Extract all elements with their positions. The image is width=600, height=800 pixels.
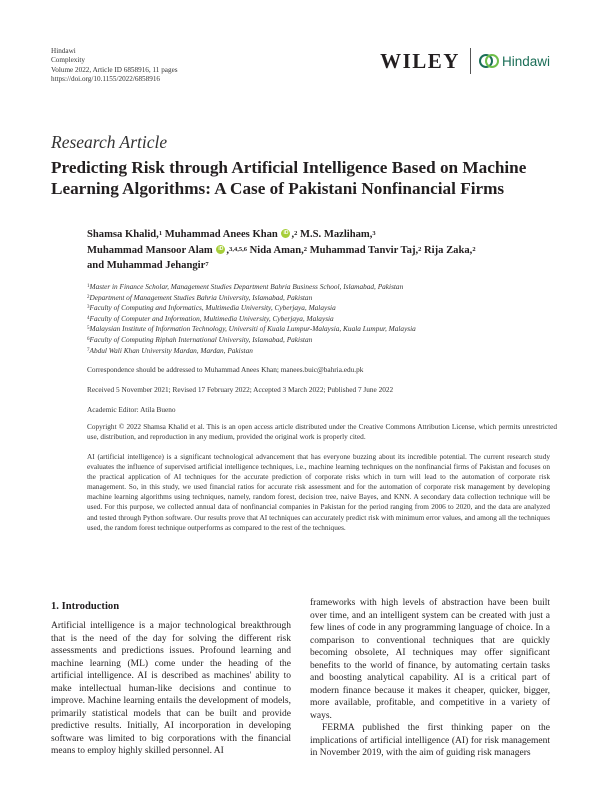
affiliation: $^4$Faculty of Computer and Information, Multimedia University, Cyberjaya, Malaysia xyxy=(87,313,334,323)
author-list: Shamsa Khalid,$^1$ Muhammad Anees Khan iD ,$^2$ M.S. Mazliham,$^3$ Muhammad Mansoor Alam iD ,$^{3,4,5,6}$ Nida Aman,$^2$ Muhammad Tanvir Taj,$^2$ Rija Zaka,$^2$ and Muhammad Jehangir$^7$ xyxy=(87,229,476,271)
author: Muhammad Anees Khan xyxy=(164,229,278,240)
affiliation: $^5$Malaysian Institute of Information Technology, Universiti of Kuala Lumpur-Malaysia, Kuala Lumpur, Malaysia xyxy=(87,324,416,334)
hindawi-wordmark: Hindawi xyxy=(501,53,550,69)
academic-editor: Academic Editor: Atila Bueno xyxy=(87,405,176,414)
section-heading: 1. Introduction xyxy=(51,601,120,612)
paragraph: FERMA published the first thinking paper on the implications of artificial intelligence (AI) for risk management in November 2019, with the aim of guiding risk managers xyxy=(310,723,550,758)
body-column-left xyxy=(51,620,291,758)
journal-publisher: Hindawi xyxy=(51,47,76,55)
author: Muhammad Tanvir Taj, xyxy=(309,244,419,256)
affiliation: $^2$Department of Management Studies Bahria University, Islamabad, Pakistan xyxy=(87,292,313,302)
journal-doi[interactable]: https://doi.org/10.1155/2022/6858916 xyxy=(51,74,161,83)
logo-divider xyxy=(470,48,471,74)
journal-info xyxy=(51,47,178,84)
publication-dates: Received 5 November 2021; Revised 17 February 2022; Accepted 3 March 2022; Published 7 June 2022 xyxy=(87,385,394,394)
hindawi-logo xyxy=(479,53,550,69)
author: M.S. Mazliham, xyxy=(300,229,373,240)
journal-name: Complexity xyxy=(51,56,85,65)
body-column-right xyxy=(310,597,550,760)
affiliation: $^6$Faculty of Computing Riphah International University, Islamabad, Pakistan xyxy=(87,334,313,344)
hindawi-emblem-icon xyxy=(479,53,499,69)
affiliation: $^3$Faculty of Computing and Informatics, Multimedia University, Cyberjaya, Malaysia xyxy=(87,303,336,313)
wiley-logo: WILEY xyxy=(380,48,460,73)
orcid-icon[interactable]: iD xyxy=(283,230,289,237)
affiliation: $^1$Master in Finance Scholar, Management Studies Department Bahria Business School, Islamabad, Pakistan xyxy=(87,282,404,291)
author: Rija Zaka, xyxy=(424,244,473,256)
paragraph: Artificial intelligence is a major technological breakthrough that is the need of the day for solving the different risk assessments and predictions issues. Profound learning and machine learning (ML) come under the heading of the artificial intelligence. AI is described as machines' ability to make intellectual human-like decisions and continue to improve. Machine learning entails the development of models, primarily statistical models that can be built and provide predictive results. Initially, AI incorporation in developing software was limited to big corporations with the financial means to employ highly skilled personnel. AI xyxy=(51,621,291,756)
journal-volume: Volume 2022, Article ID 6858916, 11 pages xyxy=(51,65,178,74)
correspondence: Correspondence should be addressed to Muhammad Anees Khan; manees.buic@bahria.edu.pk xyxy=(87,365,364,374)
author: Nida Aman, xyxy=(249,244,304,256)
abstract: AI (artificial intelligence) is a significant technological advancement that has everyone buzzing about its incredible potential. The current research study evaluates the influence of supervised artificial intelligence techniques, i.e., machine learning techniques on the nonfinancial firms of Pakistan and focuses on the practical application of AI techniques for the accurate prediction of corporate risks which in turn will lead to the automation of corporate risk management. So, in this study, we used financial ratios for accurate risk assessment and for the automation of corporate risk management by developing machine learning algorithms using techniques, namely, random forest, decision tree, naive Bayes, and KNN. A secondary data collection technique will be used. For this purpose, we collected annual data of nonfinancial companies in Pakistan for the period ranging from 2006 to 2020, and the data are analyzed and tested through Python software. Our results prove that AI techniques can accurately predict risk with minimum error values, and among all the techniques used, the random forest technique outperforms as compared to the rest of the techniques. xyxy=(87,452,550,532)
author: and Muhammad Jehangir xyxy=(87,260,206,271)
affiliation: $^7$Abdul Wali Khan University Mardan, Mardan, Pakistan xyxy=(87,345,253,355)
author: Shamsa Khalid, xyxy=(87,229,159,240)
copyright-notice: Copyright © 2022 Shamsa Khalid et al. This is an open access article distributed under the Creative Commons Attribution License, which permits unrestricted use, distribution, and reproduction in any medium, provided the original work is properly cited. xyxy=(87,422,557,442)
article-title: Predicting Risk through Artificial Intelligence Based on Machine Learning Algorithms: A Case of Pakistani Nonfinancial Firms xyxy=(51,158,527,198)
affiliation-list xyxy=(87,282,557,356)
orcid-icon[interactable]: iD xyxy=(218,245,224,252)
article-type: Research Article xyxy=(51,132,168,152)
paragraph: frameworks with high levels of abstraction have been built over time, and an intelligent system can be created with just a few lines of code in any programming language of choice. In a comparison to conventional techniques that are quickly becoming obsolete, AI techniques may offer significant benefits to the world of finance, by automating certain tasks and boosting analytical capability. AI is a critical part of modern finance because it makes it cheaper, quicker, bigger, more available, profitable, and competitive in a variety of ways. xyxy=(310,598,550,721)
author: Muhammad Mansoor Alam xyxy=(87,244,213,256)
publisher-logos xyxy=(380,48,550,74)
